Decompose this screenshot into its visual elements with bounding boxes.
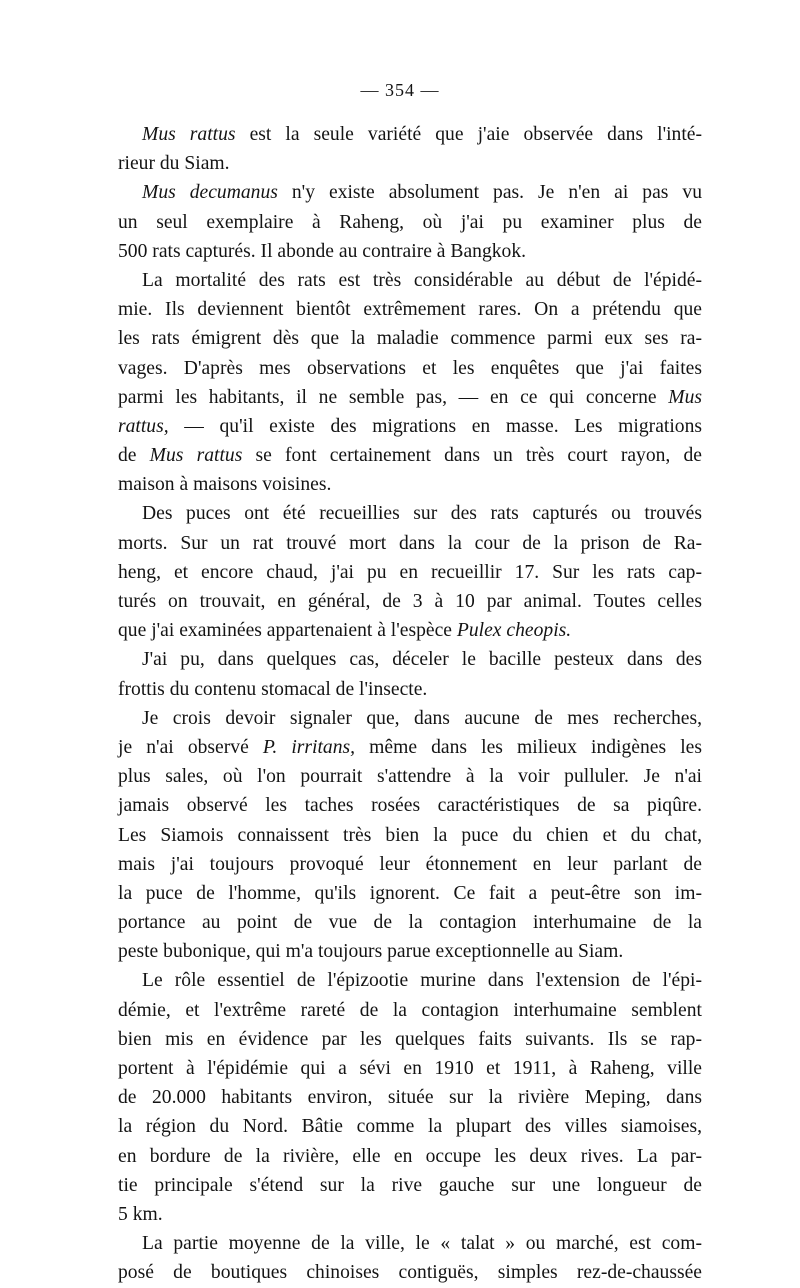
- text-line: [118, 529, 702, 558]
- text-span: turés on trouvait, en général, de 3 à 10 par animal. Toutes celles: [118, 591, 702, 612]
- text-span: mais j'ai toujours provoqué leur étonnement en leur parlant de: [118, 853, 702, 875]
- text-span: jamais observé les taches rosées caractéristiques de sa piqûre.: [118, 795, 702, 817]
- text-span: maison à maisons voisines.: [118, 474, 332, 496]
- italic-text: Mus rattus: [142, 124, 236, 145]
- text-span: plus sales, où l'on pourrait s'attendre à la voir pulluler. Je n'ai: [118, 766, 702, 788]
- text-span: La partie moyenne de la ville, le « talat » ou marché, est com-: [142, 1233, 702, 1255]
- text-line: [118, 237, 702, 266]
- text-span: je n'ai observé: [118, 736, 263, 758]
- text-span: — qu'il existe des migrations en masse. Les migrations: [168, 415, 702, 437]
- text-line: [118, 149, 702, 178]
- text-line: [118, 383, 702, 412]
- text-span: Des puces ont été recueillies sur des rats capturés ou trouvés: [142, 503, 702, 525]
- text-line: [118, 879, 702, 908]
- text-span: heng, et encore chaud, j'ai pu en recueillir 17. Sur les rats cap-: [118, 561, 702, 583]
- text-line: [118, 1142, 702, 1171]
- text-line: [118, 645, 702, 674]
- text-span: 500 rats capturés. Il abonde au contraire à Bangkok.: [118, 240, 527, 262]
- text-line: [118, 295, 702, 324]
- text-line: [118, 1112, 702, 1141]
- text-span: en bordure de la rivière, elle en occupe les deux rives. La par-: [118, 1145, 702, 1167]
- text-line: [118, 470, 702, 499]
- text-line: [118, 1229, 702, 1258]
- text-line: [118, 1200, 702, 1229]
- text-span: morts. Sur un rat trouvé mort dans la cour de la prison de Ra-: [118, 532, 702, 554]
- text-span: posé de boutiques chinoises contiguës, simples rez-de-chaussée: [118, 1262, 702, 1284]
- text-span: se font certainement dans un très court rayon, de: [242, 445, 702, 467]
- text-line: [118, 996, 702, 1025]
- text-span: de: [118, 445, 150, 467]
- text-line: [118, 178, 702, 207]
- text-span: bien mis en évidence par les quelques faits suivants. Ils se rap-: [118, 1028, 702, 1050]
- text-line: [118, 324, 702, 353]
- text-line: [118, 1083, 702, 1112]
- text-line: [118, 733, 702, 762]
- text-span: rieur du Siam.: [118, 153, 230, 175]
- text-span: la puce de l'homme, qu'ils ignorent. Ce fait a peut-être son im-: [118, 882, 702, 904]
- text-span: tie principale s'étend sur la rive gauche sur une longueur de: [118, 1174, 702, 1196]
- text-line: [118, 937, 702, 966]
- text-line: [118, 1025, 702, 1054]
- text-line: [118, 1258, 702, 1287]
- text-line: [118, 1054, 702, 1083]
- italic-text: Pulex cheopis.: [456, 620, 572, 642]
- italic-text: Mus rattus: [149, 445, 243, 467]
- text-line: [118, 908, 702, 937]
- text-span: les rats émigrent dès que la maladie commence parmi eux ses ra-: [118, 328, 702, 350]
- text-span: Les Siamois connaissent très bien la puce du chien et du chat,: [118, 824, 702, 846]
- text-line: [118, 1171, 702, 1200]
- text-span: portance au point de vue de la contagion interhumaine de la: [118, 912, 702, 934]
- text-line: [118, 704, 702, 733]
- text-line: [118, 791, 702, 820]
- text-span: frottis du contenu stomacal de l'insecte.: [118, 678, 428, 700]
- text-line: [118, 354, 702, 383]
- text-line: [118, 850, 702, 879]
- text-span: peste bubonique, qui m'a toujours parue exceptionnelle au Siam.: [118, 941, 624, 963]
- text-line: [118, 412, 702, 441]
- text-span: Le rôle essentiel de l'épizootie murine dans l'extension de l'épi-: [142, 970, 702, 992]
- text-line: [118, 208, 702, 237]
- text-span: démie, et l'extrême rareté de la contagion interhumaine semblent: [118, 999, 702, 1021]
- text-span: portent à l'épidémie qui a sévi en 1910 et 1911, à Raheng, ville: [118, 1058, 702, 1079]
- text-span: J'ai pu, dans quelques cas, déceler le bacille pesteux dans des: [142, 649, 702, 671]
- text-line: [118, 441, 702, 470]
- text-line: [118, 558, 702, 587]
- text-line: [118, 762, 702, 791]
- text-span: Je crois devoir signaler que, dans aucune de mes recherches,: [142, 707, 702, 729]
- text-line: [118, 120, 702, 149]
- text-span: un seul exemplaire à Raheng, où j'ai pu examiner plus de: [118, 211, 702, 233]
- text-line: [118, 587, 702, 616]
- text-line: [118, 266, 702, 295]
- text-span: La mortalité des rats est très considérable au début de l'épidé-: [142, 269, 702, 291]
- text-span: même dans les milieux indigènes les: [355, 736, 702, 758]
- text-span: n'y existe absolument pas. Je n'en ai pas vu: [277, 182, 702, 204]
- italic-text: Mus decumanus: [142, 182, 278, 204]
- italic-text: P. irritans,: [262, 736, 356, 758]
- text-span: de 20.000 habitants environ, située sur la rivière Meping, dans: [118, 1087, 702, 1109]
- text-span: vages. D'après mes observations et les enquêtes que j'ai faites: [118, 357, 702, 379]
- body-text: [118, 120, 702, 1288]
- text-span: que j'ai examinées appartenaient à l'espèce: [118, 620, 457, 642]
- text-span: parmi les habitants, il ne semble pas, — en ce qui concerne: [118, 386, 669, 408]
- text-line: [118, 499, 702, 528]
- italic-text: rattus,: [118, 415, 169, 437]
- italic-text: Mus: [668, 386, 702, 408]
- text-line: [118, 821, 702, 850]
- text-span: 5 km.: [118, 1203, 163, 1225]
- page-number-header: — 354 —: [360, 80, 440, 100]
- text-span: la région du Nord. Bâtie comme la plupart des villes siamoises,: [118, 1116, 702, 1138]
- text-span: est la seule variété que j'aie observée dans l'inté-: [235, 124, 703, 145]
- text-line: [118, 616, 702, 645]
- text-line: [118, 966, 702, 995]
- text-span: mie. Ils deviennent bientôt extrêmement rares. On a prétendu que: [118, 299, 702, 321]
- text-line: [118, 675, 702, 704]
